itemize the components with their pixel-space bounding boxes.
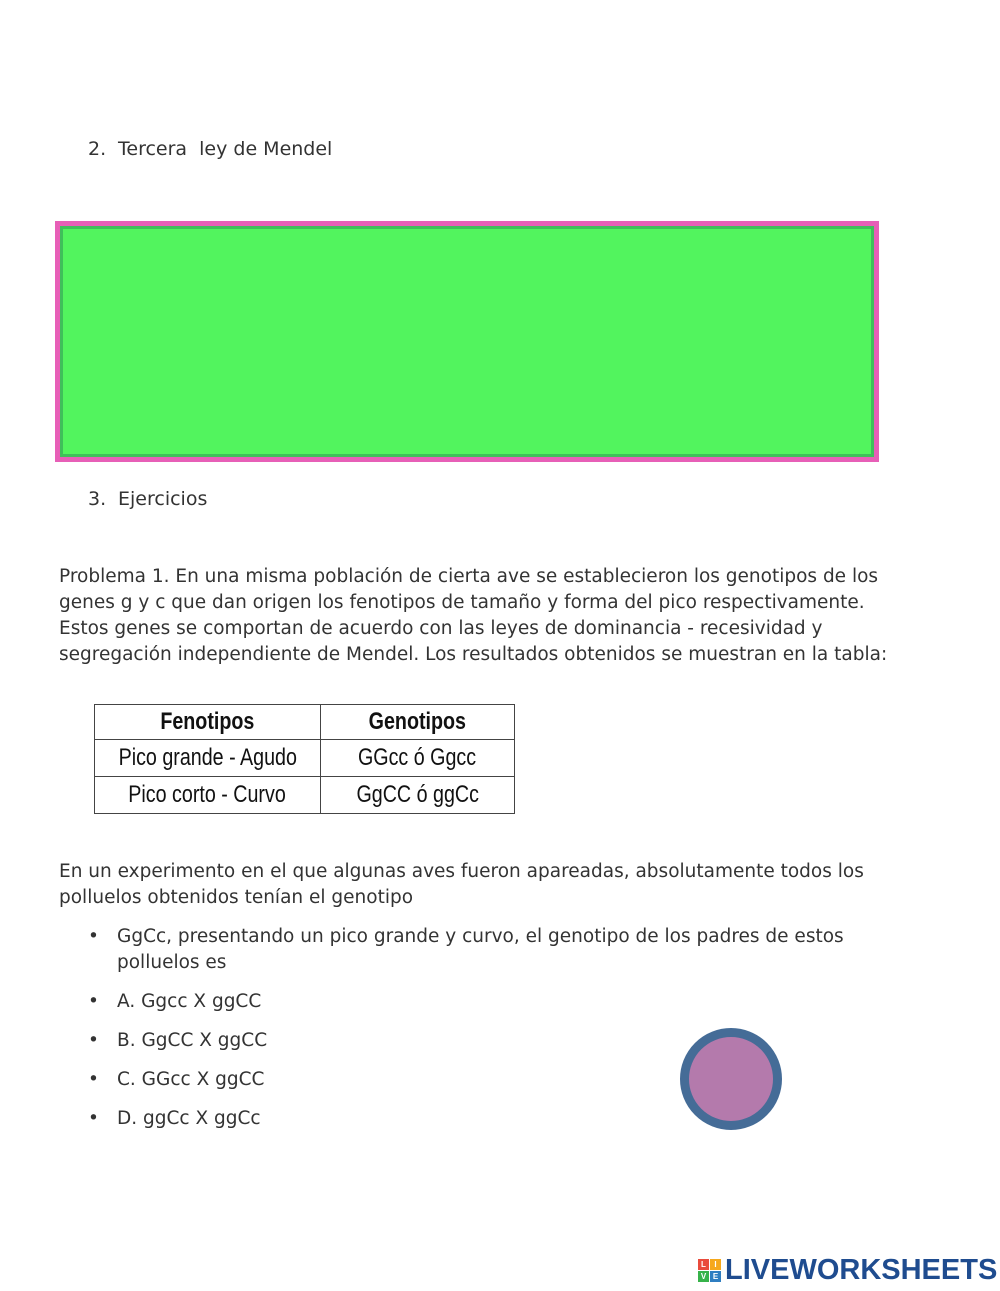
list-item: • B. GgCC X ggCC [88,1028,908,1054]
answer-select-circle[interactable] [680,1028,782,1130]
list-item: • D. ggCc X ggCc [88,1106,908,1132]
section-2-title: Tercera ley de Mendel [118,138,333,160]
genotype-table [94,704,515,814]
answer-input-box[interactable] [55,221,879,462]
section-3-number: 3. [88,488,107,510]
table-cell: GgCC ó ggCc [321,777,515,814]
experiment-line: En un experimento en el que algunas aves fueron apareadas, absolutamente todos los [59,861,864,882]
section-2-number: 2. [88,138,107,160]
logo-letter: E [710,1271,721,1282]
answer-input-area[interactable] [60,226,874,457]
logo-letter: L [698,1259,709,1270]
table-cell: Pico grande - Agudo [95,740,321,777]
problem-line: genes g y c que dan origen los fenotipos de tamaño y forma del pico respectivamente. [59,592,865,613]
table-cell: GGcc ó Ggcc [321,740,515,777]
problem-paragraph [59,564,959,668]
problem-line: Estos genes se comportan de acuerdo con las leyes de dominancia - recesividad y [59,618,823,639]
table-row [95,740,515,777]
list-item: • C. GGcc X ggCC [88,1067,908,1093]
logo-wordmark: LIVEWORKSHEETS [725,1253,998,1286]
list-item: • GgCc, presentando un pico grande y curvo, el genotipo de los padres de estos polluelos es [88,924,877,976]
logo-letter: I [710,1259,721,1270]
problem-line: segregación independiente de Mendel. Los resultados obtenidos se muestran en la tabla: [59,644,888,665]
table-row [95,777,515,814]
table-header-fenotipos: Fenotipos [95,705,321,740]
section-3-heading [88,488,207,510]
list-item: • A. Ggcc X ggCC [88,989,908,1015]
answer-options-list [88,924,908,1145]
experiment-paragraph [59,859,959,911]
section-2-heading [88,138,332,160]
section-3-title: Ejercicios [118,488,208,510]
problem-line: Problema 1. En una misma población de cierta ave se establecieron los genotipos de los [59,566,879,587]
table-cell: Pico corto - Curvo [95,777,321,814]
experiment-line: polluelos obtenidos tenían el genotipo [59,887,414,908]
logo-letter: V [698,1271,709,1282]
table-header-genotipos: Genotipos [321,705,515,740]
table-header-row [95,705,515,740]
liveworksheets-logo [698,1254,997,1286]
logo-icon [698,1259,721,1282]
